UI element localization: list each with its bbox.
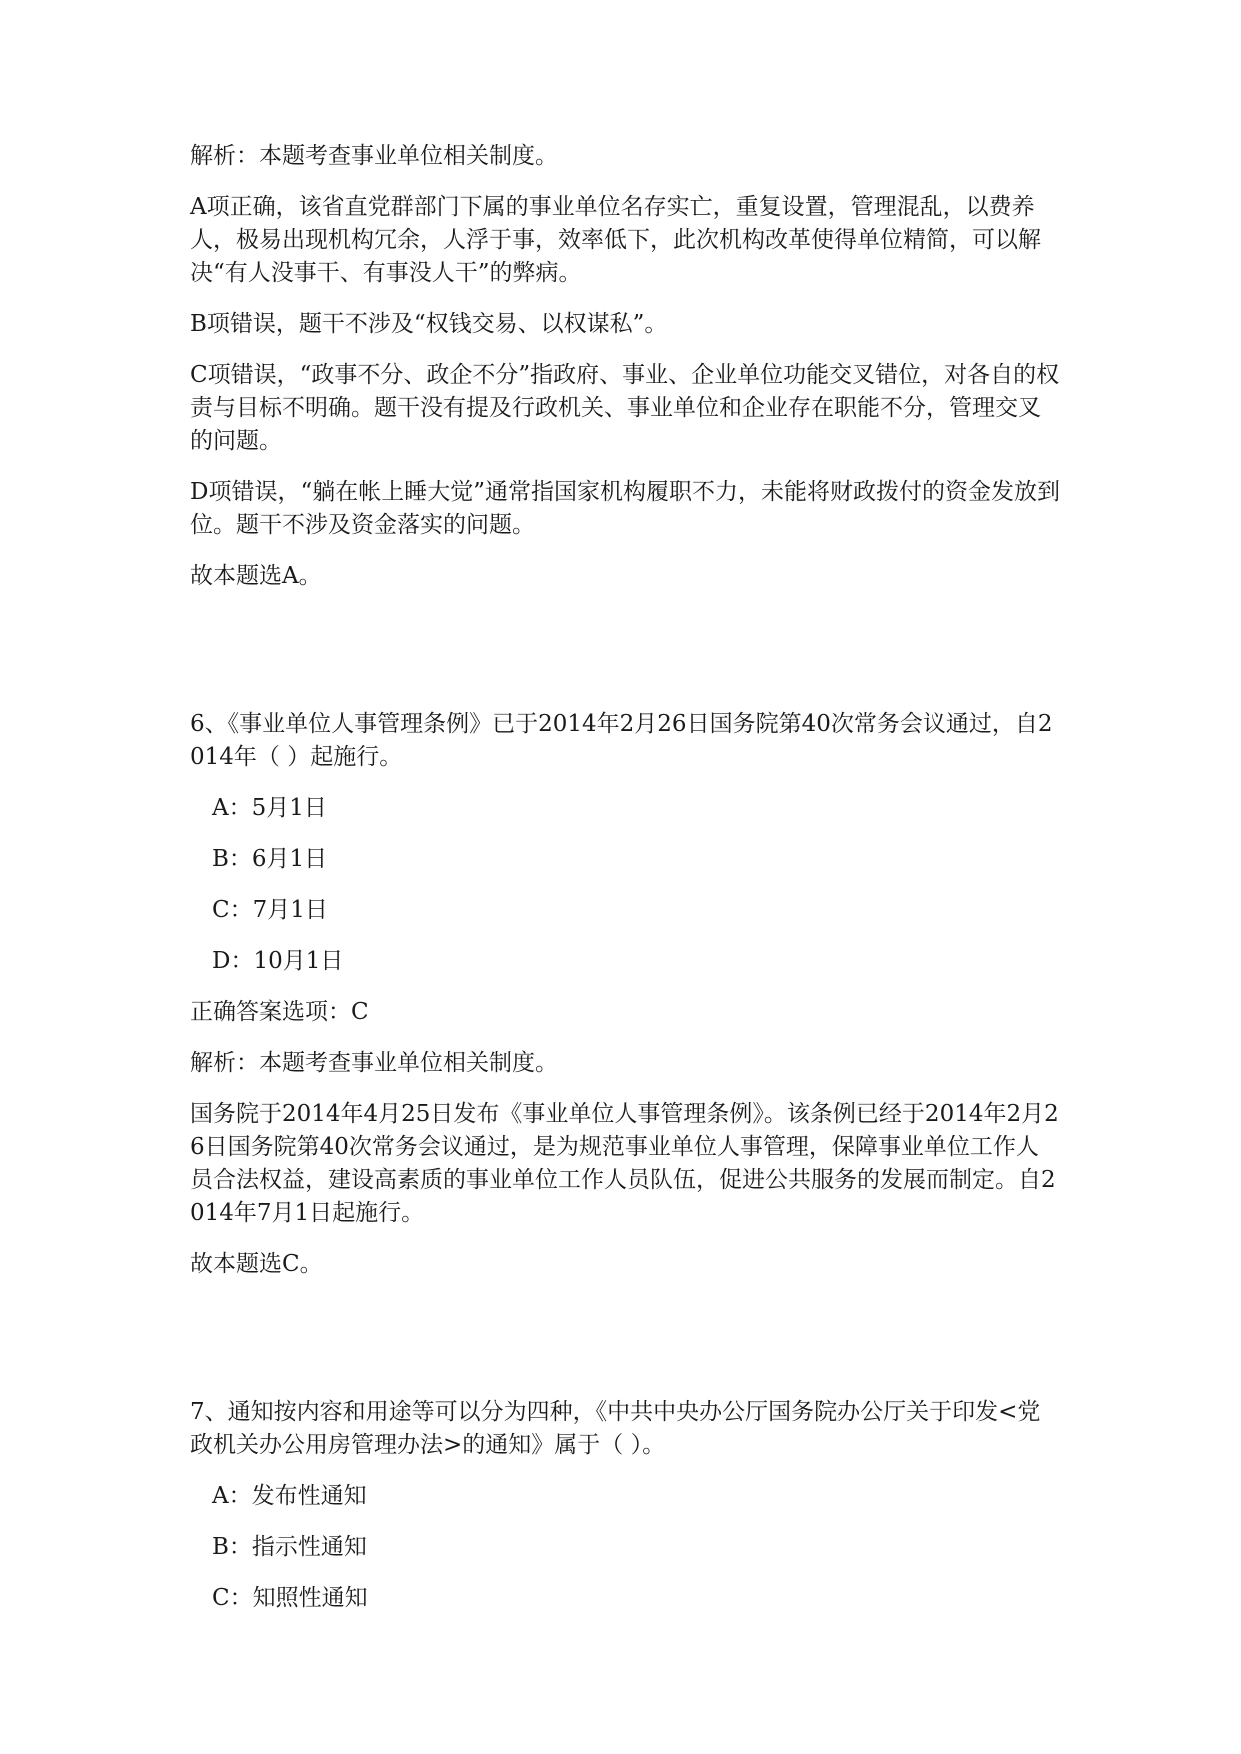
option-b: B：指示性通知	[212, 1534, 367, 1560]
analysis-conclusion: 故本题选C。	[190, 1251, 323, 1277]
correct-answer: 正确答案选项：C	[190, 999, 369, 1025]
analysis-title: 解析：本题考查事业单位相关制度。	[190, 1050, 558, 1076]
analysis-paragraph-d: D项错误，“躺在帐上睡大觉”通常指国家机构履职不力，未能将财政拨付的资金发放到位。题干不涉及资金落实的问题。	[190, 479, 1060, 538]
option-d: D：10月1日	[212, 948, 344, 974]
option-c: C：知照性通知	[212, 1585, 368, 1611]
question-title: 6、《事业单位人事管理条例》已于2014年2月26日国务院第40次常务会议通过，自2014年（ ）起施行。	[190, 711, 1053, 770]
spacer	[190, 611, 1060, 708]
analysis-paragraph-a: A项正确，该省直党群部门下属的事业单位名存实亡，重复设置，管理混乱，以费养人，极易出现机构冗余，人浮于事，效率低下，此次机构改革使得单位精简，可以解决“有人没事干、有事没人干”的弊病。	[190, 194, 1041, 286]
analysis-body: 国务院于2014年4月25日发布《事业单位人事管理条例》。该条例已经于2014年2月26日国务院第40次常务会议通过，是为规范事业单位人事管理，保障事业单位工作人员合法权益，建设高素质的事业单位工作人员队伍，促进公共服务的发展而制定。自2014年7月1日起施行。	[190, 1101, 1059, 1226]
question-title: 7、通知按内容和用途等可以分为四种，《中共中央办公厅国务院办公厅关于印发<党政机关办公用房管理办法>的通知》属于（ ）。	[190, 1399, 1041, 1458]
analysis-paragraph-b: B项错误，题干不涉及“权钱交易、以权谋私”。	[190, 311, 668, 337]
spacer	[190, 1299, 1060, 1396]
analysis-title: 解析：本题考查事业单位相关制度。	[190, 143, 558, 169]
question-7	[190, 1396, 1060, 1615]
option-c: C：7月1日	[212, 897, 328, 923]
question-5-analysis	[190, 140, 1060, 593]
document-page	[190, 140, 1060, 1633]
analysis-conclusion: 故本题选A。	[190, 563, 322, 589]
option-a: A：发布性通知	[212, 1483, 367, 1509]
option-a: A：5月1日	[212, 795, 327, 821]
option-b: B：6月1日	[212, 846, 328, 872]
question-6	[190, 708, 1060, 1281]
analysis-paragraph-c: C项错误，“政事不分、政企不分”指政府、事业、企业单位功能交叉错位，对各自的权责与目标不明确。题干没有提及行政机关、事业单位和企业存在职能不分，管理交叉的问题。	[190, 362, 1060, 454]
